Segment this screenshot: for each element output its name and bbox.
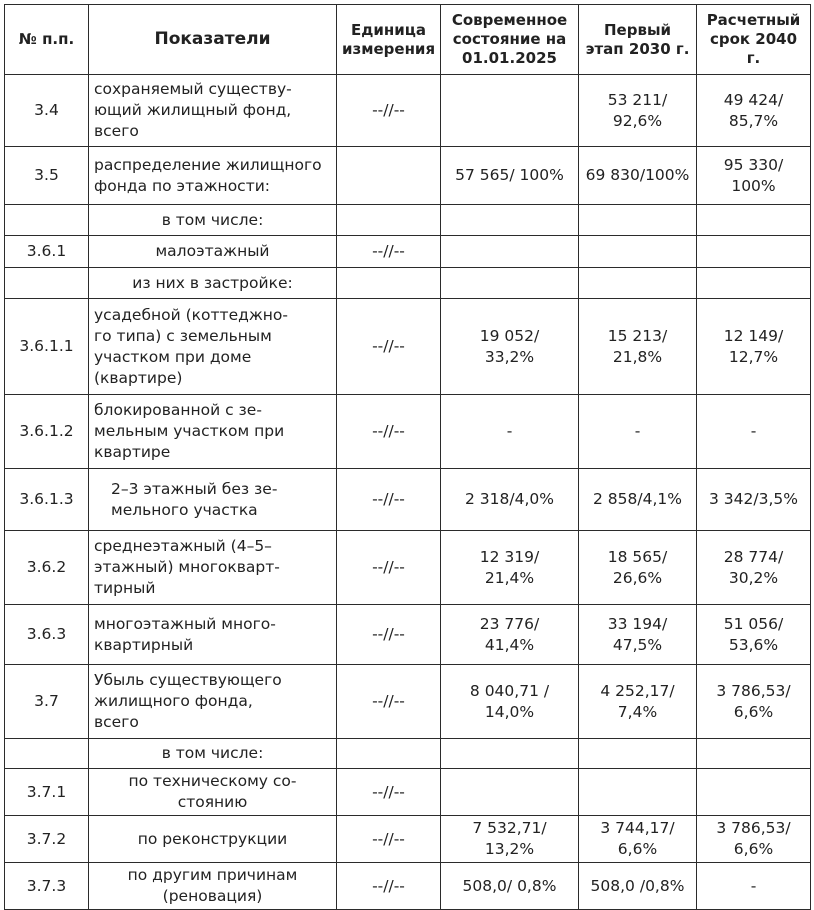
design-period-cell-text: -: [750, 876, 757, 895]
indicator-cell-text: усадебной (коттеджно- го типа) с земельным участком при доме (квартире): [94, 305, 288, 387]
row-number-cell: [5, 299, 89, 395]
current-state-cell: [441, 236, 579, 268]
row-number-cell: [5, 268, 89, 299]
first-stage-cell: [579, 147, 697, 205]
row-number-cell: [5, 147, 89, 205]
table-row: [5, 531, 811, 605]
indicator-cell-text: Убыль существующего жилищного фонда, всего: [94, 671, 282, 731]
row-number-cell: [5, 75, 89, 147]
table-row: [5, 665, 811, 739]
row-number-cell-text: 3.6.2: [26, 558, 67, 576]
current-state-cell-text: 2 318/4,0%: [465, 490, 554, 508]
table-row: [5, 236, 811, 268]
unit-cell: [337, 531, 441, 605]
row-number-cell-text: 3.6.1.2: [19, 422, 74, 440]
first-stage-cell: [579, 205, 697, 236]
current-state-cell: [441, 205, 579, 236]
table-row: [5, 268, 811, 299]
unit-cell: [337, 268, 441, 299]
indicator-cell-text: распределение жилищного фонда по этажности:: [94, 155, 322, 195]
unit-cell: [337, 299, 441, 395]
first-stage-cell-text: 3 744,17/ 6,6%: [600, 819, 675, 858]
indicator-cell-text: по реконструкции: [137, 829, 288, 848]
design-period-cell: [697, 236, 811, 268]
current-state-cell-text: 508,0/ 0,8%: [462, 876, 557, 895]
unit-cell-text: --//--: [372, 558, 405, 576]
design-period-cell-text: 12 149/ 12,7%: [723, 326, 784, 366]
design-period-cell-text: 3 786,53/ 6,6%: [716, 681, 791, 721]
current-state-cell: [441, 268, 579, 299]
unit-cell: [337, 147, 441, 205]
current-state-cell: [441, 665, 579, 739]
current-state-cell-text: 12 319/ 21,4%: [479, 547, 540, 587]
first-stage-cell: [579, 531, 697, 605]
unit-cell-text: --//--: [372, 242, 405, 260]
indicator-cell: [89, 469, 337, 531]
design-period-cell: [697, 268, 811, 299]
indicator-cell-text: малоэтажный: [155, 242, 270, 260]
current-state-cell: [441, 75, 579, 147]
unit-cell: [337, 469, 441, 531]
header-unit: Единица измерения: [337, 5, 441, 75]
table-row: [5, 739, 811, 769]
indicator-cell: [89, 268, 337, 299]
row-number-cell: [5, 739, 89, 769]
row-number-cell-text: 3.7.3: [26, 876, 67, 895]
first-stage-cell: [579, 75, 697, 147]
row-number-cell-text: 3.6.3: [26, 625, 67, 643]
indicator-cell-text: по другим причинам (реновация): [127, 866, 298, 905]
first-stage-cell: [579, 665, 697, 739]
first-stage-cell: [579, 769, 697, 816]
indicator-cell: [89, 299, 337, 395]
first-stage-cell-text: 2 858/4,1%: [593, 490, 682, 508]
unit-cell: [337, 816, 441, 863]
indicator-cell-text: по техническому со- стоянию: [128, 772, 297, 811]
unit-cell-text: --//--: [372, 829, 405, 848]
indicator-cell: [89, 863, 337, 910]
current-state-cell-text: 19 052/ 33,2%: [479, 326, 540, 366]
unit-cell: [337, 665, 441, 739]
header-current-state: Современное состояние на 01.01.2025: [441, 5, 579, 75]
unit-cell-text: --//--: [372, 782, 405, 801]
current-state-cell: [441, 531, 579, 605]
current-state-cell: [441, 299, 579, 395]
first-stage-cell: [579, 469, 697, 531]
current-state-cell: [441, 769, 579, 816]
current-state-cell: [441, 605, 579, 665]
first-stage-cell-text: -: [634, 422, 641, 440]
row-number-cell: [5, 605, 89, 665]
first-stage-cell: [579, 268, 697, 299]
unit-cell-text: --//--: [372, 422, 405, 440]
design-period-cell-text: 95 330/ 100%: [723, 155, 784, 195]
design-period-cell-text: 3 342/3,5%: [709, 490, 798, 508]
current-state-cell-text: 23 776/ 41,4%: [479, 614, 540, 654]
table-row: [5, 769, 811, 816]
table-row: [5, 816, 811, 863]
row-number-cell-text: 3.4: [34, 101, 59, 119]
row-number-cell: [5, 395, 89, 469]
design-period-cell: [697, 605, 811, 665]
indicator-cell: [89, 769, 337, 816]
design-period-cell: [697, 863, 811, 910]
design-period-cell: [697, 395, 811, 469]
unit-cell: [337, 769, 441, 816]
design-period-cell: [697, 147, 811, 205]
design-period-cell: [697, 769, 811, 816]
current-state-cell: [441, 739, 579, 769]
table-row: [5, 605, 811, 665]
first-stage-cell-text: 15 213/ 21,8%: [607, 326, 668, 366]
unit-cell-text: --//--: [372, 692, 405, 710]
header-num: № п.п.: [5, 5, 89, 75]
unit-cell: [337, 395, 441, 469]
first-stage-cell: [579, 816, 697, 863]
indicator-cell: [89, 605, 337, 665]
unit-cell-text: --//--: [372, 876, 405, 895]
row-number-cell: [5, 816, 89, 863]
indicator-cell-text: 2–3 этажный без зе- мельного участка: [111, 479, 278, 519]
row-number-cell-text: 3.6.1.1: [19, 337, 74, 355]
row-number-cell: [5, 863, 89, 910]
design-period-cell: [697, 739, 811, 769]
first-stage-cell: [579, 395, 697, 469]
current-state-cell-text: 57 565/ 100%: [455, 166, 564, 184]
current-state-cell: [441, 816, 579, 863]
table-row: [5, 863, 811, 910]
current-state-cell-text: -: [506, 422, 513, 440]
first-stage-cell: [579, 299, 697, 395]
table-row: [5, 205, 811, 236]
design-period-cell-text: 28 774/ 30,2%: [723, 547, 784, 587]
design-period-cell: [697, 299, 811, 395]
design-period-cell: [697, 75, 811, 147]
row-number-cell: [5, 236, 89, 268]
table-row: [5, 299, 811, 395]
design-period-cell: [697, 665, 811, 739]
first-stage-cell: [579, 863, 697, 910]
design-period-cell: [697, 816, 811, 863]
first-stage-cell: [579, 605, 697, 665]
first-stage-cell-text: 69 830/100%: [585, 166, 690, 184]
row-number-cell-text: 3.7: [34, 692, 59, 710]
indicator-cell-text: из них в застройке:: [132, 273, 293, 292]
unit-cell: [337, 75, 441, 147]
design-period-cell: [697, 469, 811, 531]
indicator-cell: [89, 236, 337, 268]
current-state-cell-text: 8 040,71 / 14,0%: [469, 681, 550, 721]
table-row: [5, 75, 811, 147]
unit-cell: [337, 236, 441, 268]
header-first-stage: Первый этап 2030 г.: [579, 5, 697, 75]
table-row: [5, 395, 811, 469]
unit-cell-text: --//--: [372, 490, 405, 508]
current-state-cell: [441, 863, 579, 910]
indicator-cell: [89, 395, 337, 469]
indicator-cell: [89, 739, 337, 769]
row-number-cell: [5, 205, 89, 236]
header-row: [5, 5, 811, 75]
unit-cell: [337, 863, 441, 910]
row-number-cell: [5, 531, 89, 605]
indicator-cell: [89, 531, 337, 605]
first-stage-cell-text: 33 194/ 47,5%: [607, 614, 668, 654]
current-state-cell-text: 7 532,71/ 13,2%: [472, 819, 547, 858]
design-period-cell: [697, 531, 811, 605]
indicator-cell-text: многоэтажный много- квартирный: [94, 614, 276, 654]
current-state-cell: [441, 469, 579, 531]
indicator-cell: [89, 147, 337, 205]
indicator-cell: [89, 75, 337, 147]
indicator-cell: [89, 816, 337, 863]
row-number-cell: [5, 665, 89, 739]
design-period-cell-text: 51 056/ 53,6%: [723, 614, 784, 654]
housing-stock-table: [4, 4, 811, 910]
design-period-cell-text: 49 424/ 85,7%: [723, 90, 784, 130]
first-stage-cell: [579, 236, 697, 268]
header-indicator: Показатели: [89, 5, 337, 75]
indicator-cell-text: в том числе:: [161, 744, 264, 762]
first-stage-cell-text: 53 211/ 92,6%: [607, 90, 668, 130]
design-period-cell: [697, 205, 811, 236]
first-stage-cell-text: 18 565/ 26,6%: [607, 547, 668, 587]
unit-cell-text: --//--: [372, 625, 405, 643]
unit-cell-text: --//--: [372, 101, 405, 119]
row-number-cell-text: 3.7.1: [26, 782, 67, 801]
first-stage-cell-text: 508,0 /0,8%: [590, 876, 685, 895]
indicator-cell: [89, 205, 337, 236]
unit-cell-text: --//--: [372, 337, 405, 355]
unit-cell: [337, 605, 441, 665]
indicator-cell-text: среднеэтажный (4–5– этажный) многокварт- тирный: [94, 537, 280, 597]
current-state-cell: [441, 147, 579, 205]
first-stage-cell-text: 4 252,17/ 7,4%: [600, 681, 675, 721]
row-number-cell: [5, 469, 89, 531]
row-number-cell-text: 3.7.2: [26, 829, 67, 848]
row-number-cell: [5, 769, 89, 816]
row-number-cell-text: 3.5: [34, 166, 59, 184]
table-wrapper: [4, 4, 811, 910]
design-period-cell-text: 3 786,53/ 6,6%: [716, 819, 791, 858]
indicator-cell: [89, 665, 337, 739]
unit-cell: [337, 205, 441, 236]
indicator-cell-text: в том числе:: [161, 210, 264, 229]
table-row: [5, 469, 811, 531]
unit-cell: [337, 739, 441, 769]
design-period-cell-text: -: [750, 422, 757, 440]
indicator-cell-text: сохраняемый существу- ющий жилищный фонд, всего: [94, 80, 292, 140]
row-number-cell-text: 3.6.1.3: [19, 490, 74, 508]
row-number-cell-text: 3.6.1: [26, 242, 67, 260]
table-row: [5, 147, 811, 205]
header-design-period: Расчетный срок 2040 г.: [697, 5, 811, 75]
current-state-cell: [441, 395, 579, 469]
indicator-cell-text: блокированной с зе- мельным участком при квартире: [94, 401, 285, 461]
first-stage-cell: [579, 739, 697, 769]
